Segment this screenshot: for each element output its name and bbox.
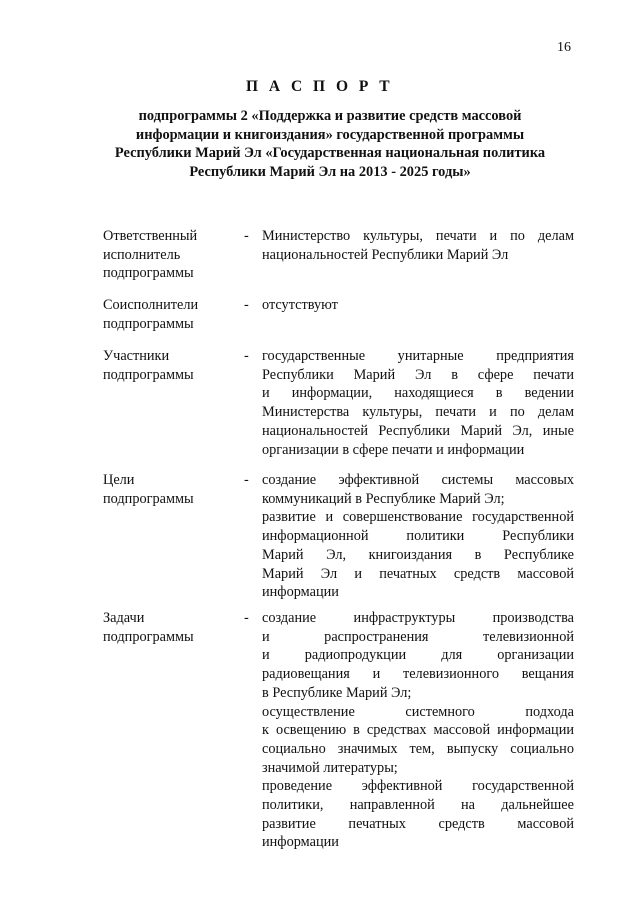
label-line: подпрограммы xyxy=(103,265,194,282)
value-line: к освещению в средствах массовой информации xyxy=(262,722,574,739)
subtitle-line: Республики Марий Эл на 2013 - 2025 годы» xyxy=(189,163,471,180)
row-dash: - xyxy=(244,472,249,488)
row-dash: - xyxy=(244,610,249,626)
row-value xyxy=(262,609,574,852)
passport-subtitle xyxy=(80,107,580,181)
value-line: создание эффективной системы массовых xyxy=(262,472,574,488)
row-value xyxy=(262,227,574,264)
row-value xyxy=(262,347,574,459)
row-label xyxy=(103,347,243,384)
value-line: организации в сфере печати и информации xyxy=(262,441,525,458)
value-line: информации xyxy=(262,584,339,601)
value-line: значимой литературы; xyxy=(262,759,398,776)
subtitle-line: Республики Марий Эл «Государственная национальная политика xyxy=(114,145,546,161)
value-line: радиовещания и телевизионного вещания xyxy=(262,666,574,683)
value-line: развитие печатных средств массовой xyxy=(262,815,574,832)
subtitle-line: информации и книгоиздания» государственной программы xyxy=(135,126,525,143)
value-line: создание инфраструктуры производства xyxy=(262,610,574,626)
row-label xyxy=(103,296,243,333)
label-line: Участники xyxy=(103,348,170,364)
row-value xyxy=(262,296,574,315)
value-line: и радиопродукции для организации xyxy=(262,647,574,664)
label-line: подпрограммы xyxy=(103,366,194,383)
value-line: Министерство культуры, печати и по делам xyxy=(262,228,574,244)
row-label xyxy=(103,471,243,508)
page-number: 16 xyxy=(557,40,571,55)
label-line: Задачи xyxy=(103,610,145,626)
value-line: и информации, находящиеся в ведении xyxy=(262,385,574,402)
value-line: социально значимых тем, выпуску социально xyxy=(262,740,574,757)
value-line: Марий Эл, книгоиздания в Республике xyxy=(262,546,574,563)
value-line: Марий Эл и печатных средств массовой xyxy=(262,565,574,582)
label-line: Соисполнители xyxy=(103,297,199,313)
value-line: Министерства культуры, печати и по делам xyxy=(262,404,574,421)
value-line: развитие и совершенствование государственной xyxy=(262,509,574,526)
value-line: в Республике Марий Эл; xyxy=(262,684,412,701)
value-line: государственные унитарные предприятия xyxy=(262,348,574,364)
value-line: осуществление системного подхода xyxy=(262,703,574,720)
value-line: отсутствуют xyxy=(262,297,338,313)
value-line: национальностей Республики Марий Эл xyxy=(262,246,509,263)
value-line: национальностей Республики Марий Эл, иные xyxy=(262,422,574,439)
value-line: Республики Марий Эл в сфере печати xyxy=(262,366,574,383)
label-line: Ответственный xyxy=(103,228,198,244)
row-label xyxy=(103,227,243,283)
label-line: подпрограммы xyxy=(103,628,194,645)
value-line: политики, направленной на дальнейшее xyxy=(262,797,574,814)
row-dash: - xyxy=(244,228,249,244)
value-line: и распространения телевизионной xyxy=(262,628,574,645)
subtitle-line: подпрограммы 2 «Поддержка и развитие средств массовой xyxy=(138,108,522,124)
value-line: проведение эффективной государственной xyxy=(262,778,574,795)
label-line: подпрограммы xyxy=(103,490,194,507)
label-line: подпрограммы xyxy=(103,315,194,332)
row-dash: - xyxy=(244,348,249,364)
value-line: информации xyxy=(262,834,339,851)
value-line: коммуникаций в Республике Марий Эл; xyxy=(262,490,505,507)
row-value xyxy=(262,471,574,602)
label-line: исполнитель xyxy=(103,246,181,263)
passport-heading: П А С П О Р Т xyxy=(245,78,394,95)
label-line: Цели xyxy=(103,472,135,488)
value-line: информационной политики Республики xyxy=(262,528,574,545)
row-dash: - xyxy=(244,297,249,313)
row-label xyxy=(103,609,243,646)
